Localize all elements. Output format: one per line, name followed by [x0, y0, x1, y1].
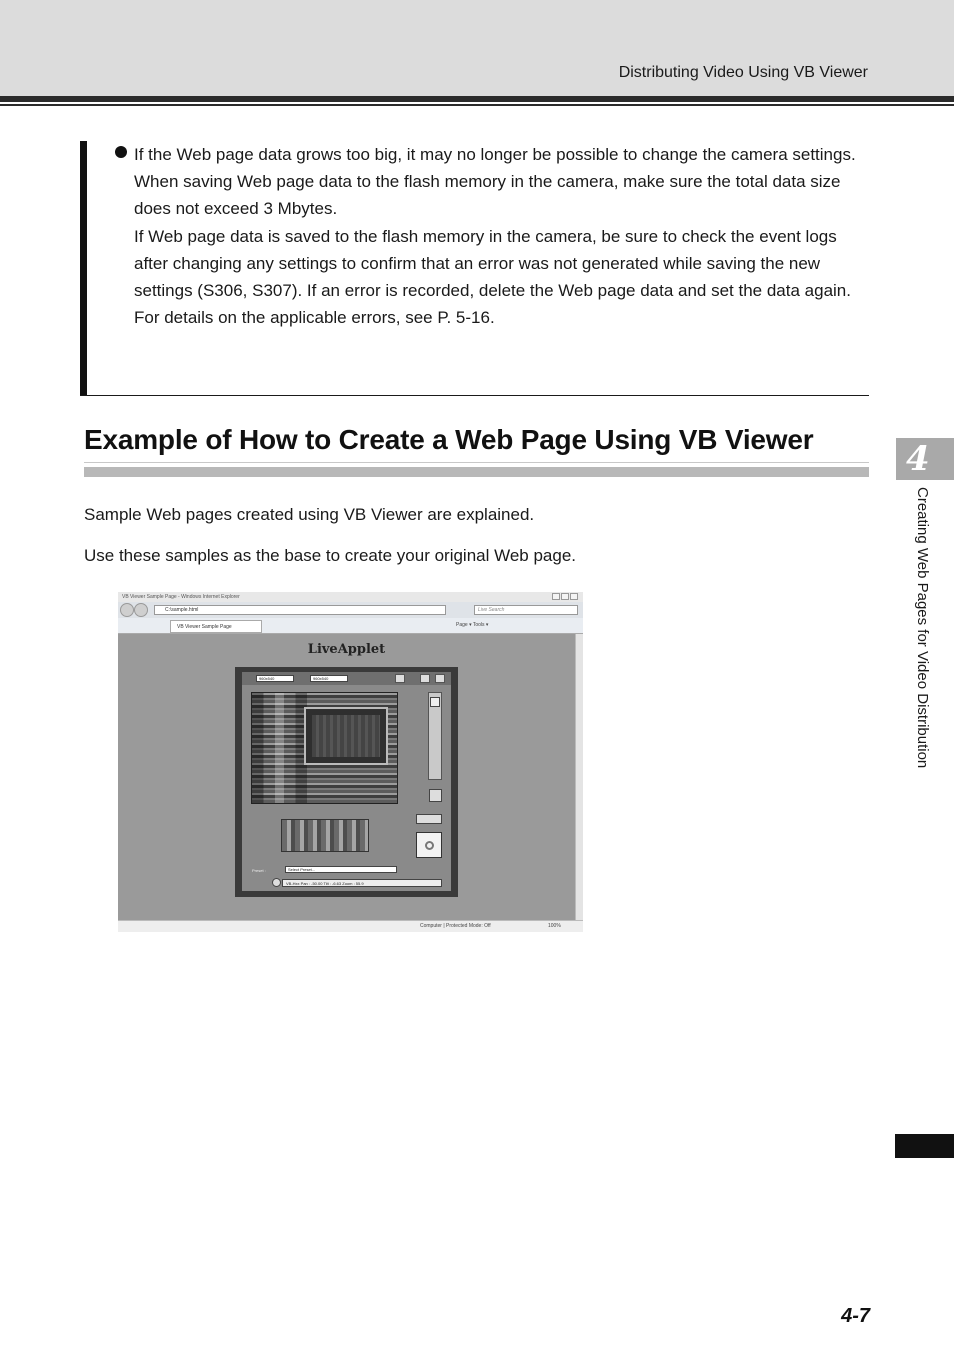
note-paragraph: For details on the applicable errors, see P. 5-16. [134, 308, 495, 328]
backlight-icon [429, 789, 442, 802]
maximize-icon [561, 593, 569, 600]
note-paragraph: When saving Web page data to the flash memory in the camera, make sure the total data size does not exceed 3 Mbytes. [134, 172, 841, 219]
browser-address-bar [118, 602, 583, 618]
note-side-bar [80, 141, 87, 395]
applet-panel [242, 672, 451, 891]
browser-status-bar [118, 920, 583, 932]
browser-title-bar [118, 592, 583, 602]
video-billboard [304, 707, 388, 765]
resolution-select: 960x540 [256, 675, 294, 682]
intro-paragraph: Sample Web pages created using VB Viewer are explained. [84, 505, 535, 524]
section-title: Example of How to Create a Web Page Using VB Viewer [84, 424, 814, 455]
header-rule-thin [0, 104, 954, 106]
running-header-title: Distributing Video Using VB Viewer [618, 64, 868, 81]
vb-viewer-screenshot [118, 592, 583, 932]
browser-tab-bar [118, 618, 583, 634]
minimize-icon [552, 593, 560, 600]
page-number: 4-7 [841, 1305, 870, 1327]
bullet-icon [115, 146, 127, 158]
pan-tilt-control [416, 832, 442, 858]
header-rule [0, 96, 954, 102]
address-field: C:\sample.html [154, 605, 446, 615]
browser-tab: VB Viewer Sample Page [170, 620, 262, 633]
pan-tilt-icon [425, 841, 434, 850]
resolution-select-2: 960x540 [310, 675, 348, 682]
note-paragraph: If Web page data is saved to the flash memory in the camera, be sure to check the event logs after changing any settings to confirm that an error was not generated while saving the new settings (S306, S307). If an error is recorded, delete the Web page data and set the data again. [134, 226, 851, 301]
close-icon [570, 593, 578, 600]
window-controls [551, 593, 579, 601]
section-rule-line [84, 462, 869, 463]
camera-status: VB-Hxx Pan : -50.00 Tilt : -6.63 Zoom : 55.9 [282, 879, 442, 887]
note-text [134, 141, 869, 331]
forward-icon [134, 603, 148, 617]
status-zone: Computer | Protected Mode: Off [420, 923, 491, 929]
section-rule [84, 467, 869, 477]
browser-window-title: VB Viewer Sample Page - Windows Internet Explorer [122, 594, 240, 600]
back-icon [120, 603, 134, 617]
zoom-slider [428, 692, 442, 780]
status-zoom: 100% [548, 923, 561, 929]
live-video [251, 692, 398, 804]
caution-note [80, 141, 869, 396]
snapshot-icon [435, 674, 445, 683]
chapter-marker-block [895, 1134, 954, 1158]
camera-select-icon [416, 814, 442, 824]
camera-icon [420, 674, 430, 683]
applet-toolbar [242, 672, 451, 685]
zoom-knob [430, 697, 440, 707]
note-paragraph: If the Web page data grows too big, it may no longer be possible to change the camera settings. [134, 145, 856, 164]
chapter-title-vertical: Creating Web Pages for Video Distribution [914, 487, 931, 769]
live-applet [235, 667, 458, 897]
applet-title: LiveApplet [307, 642, 386, 657]
pause-icon [395, 674, 405, 683]
preset-select: Select Preset... [285, 866, 397, 873]
browser-toolbar: Page ▾ Tools ▾ [456, 622, 489, 628]
panorama-thumbnail [281, 819, 369, 852]
search-field: Live Search [474, 605, 578, 615]
instruction-paragraph: Use these samples as the base to create your original Web page. [84, 546, 577, 565]
info-icon [272, 878, 281, 887]
chapter-number: 4 [906, 439, 930, 479]
preset-label: Preset : [252, 868, 266, 873]
browser-scrollbar [575, 634, 583, 920]
